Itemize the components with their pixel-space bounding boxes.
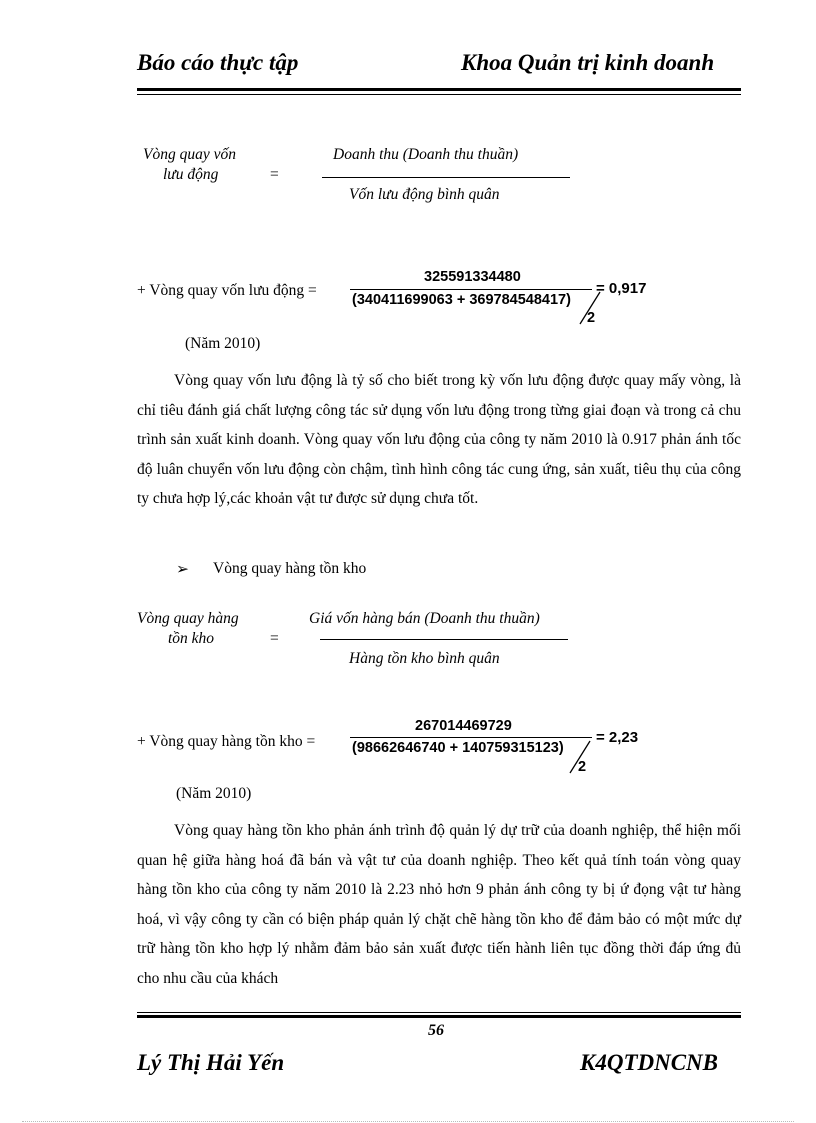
page-bottom-border bbox=[22, 1121, 794, 1122]
calc2-prefix: + Vòng quay hàng tồn kho = bbox=[137, 733, 316, 750]
calc2-denominator: (98662646740 + 140759315123) bbox=[352, 740, 564, 756]
calc1-denominator: (340411699063 + 369784548417) bbox=[352, 292, 571, 308]
formula1-label-line1: Vòng quay vốn bbox=[143, 146, 236, 163]
header-right-title: Khoa Quản trị kinh doanh bbox=[461, 50, 715, 75]
calc1-numerator: 325591334480 bbox=[424, 269, 521, 285]
calc2-divisor: 2 bbox=[578, 759, 587, 775]
calc1-prefix: + Vòng quay vốn lưu động = bbox=[137, 282, 317, 299]
calc2-numerator: 267014469729 bbox=[415, 718, 512, 734]
formula2-label-line2: tồn kho bbox=[168, 630, 215, 647]
formula1-equals: = bbox=[270, 166, 279, 183]
calc2-fraction-line bbox=[350, 737, 592, 738]
calc1-divisor: 2 bbox=[587, 310, 596, 326]
footer-rule-thick bbox=[137, 1015, 741, 1018]
footer-rule-thin bbox=[137, 1012, 741, 1013]
formula1-label-line2: lưu động bbox=[163, 166, 219, 183]
calc1-year: (Năm 2010) bbox=[185, 335, 261, 352]
formula2-fraction-line bbox=[320, 639, 568, 640]
footer-class-code: K4QTDNCNB bbox=[580, 1050, 719, 1075]
formula2-label-line1: Vòng quay hàng bbox=[137, 610, 239, 627]
paragraph-working-capital: Vòng quay vốn lưu động là tỷ số cho biết trong kỳ vốn lưu động được quay mấy vòng, là chỉ tiêu đánh giá chất lượng công tác sử dụng vốn lưu động trong từng giai đoạn và trong cả chu trình sản xuất kinh doanh. Vòng quay vốn lưu động của công ty năm 2010 là 0.917 phản ánh tốc độ luân chuyển vốn lưu động còn chậm, tình hình công tác cung ứng, sản xuất, tiêu thụ của công ty chưa hợp lý,các khoản vật tư được sử dụng chưa tốt. bbox=[137, 372, 741, 508]
header-rule-thick bbox=[137, 88, 741, 91]
footer-author: Lý Thị Hải Yến bbox=[137, 1050, 285, 1075]
calc2-result: = 2,23 bbox=[596, 729, 639, 746]
formula1-fraction-line bbox=[322, 177, 570, 178]
header-rule-thin bbox=[137, 94, 741, 95]
header-left-title: Báo cáo thực tập bbox=[137, 50, 299, 75]
formula1-numerator: Doanh thu (Doanh thu thuần) bbox=[333, 146, 519, 163]
formula2-equals: = bbox=[270, 630, 279, 647]
bullet-arrow-icon: ➢ bbox=[176, 561, 189, 578]
bullet-heading: Vòng quay hàng tồn kho bbox=[213, 560, 367, 577]
formula2-numerator: Giá vốn hàng bán (Doanh thu thuần) bbox=[309, 610, 540, 627]
formula1-denominator: Vốn lưu động bình quân bbox=[349, 186, 500, 203]
calc1-fraction-line bbox=[350, 289, 592, 290]
calc1-result: = 0,917 bbox=[596, 280, 647, 297]
paragraph-inventory-turnover: Vòng quay hàng tồn kho phản ánh trình độ quản lý dự trữ của doanh nghiệp, thể hiện mối quan hệ giữa hàng hoá đã bán và vật tư của doanh nghiệp. Theo kết quả tính toán vòng quay hàng tồn kho của công ty năm 2010 là 2.23 nhỏ hơn 9 phản ánh công ty bị ứ đọng vật tư hàng hoá, vì vậy công ty cần có biện pháp quản lý chặt chẽ hàng tồn kho để đảm bảo có một mức dự trữ hàng tồn kho hợp lý nhằm đảm bảo sản xuất được tiến hành liên tục đồng thời đáp ứng đủ cho nhu cầu của khách bbox=[137, 822, 741, 987]
page-number: 56 bbox=[428, 1022, 444, 1039]
calc2-year: (Năm 2010) bbox=[176, 785, 252, 802]
formula2-denominator: Hàng tồn kho bình quân bbox=[349, 650, 500, 667]
